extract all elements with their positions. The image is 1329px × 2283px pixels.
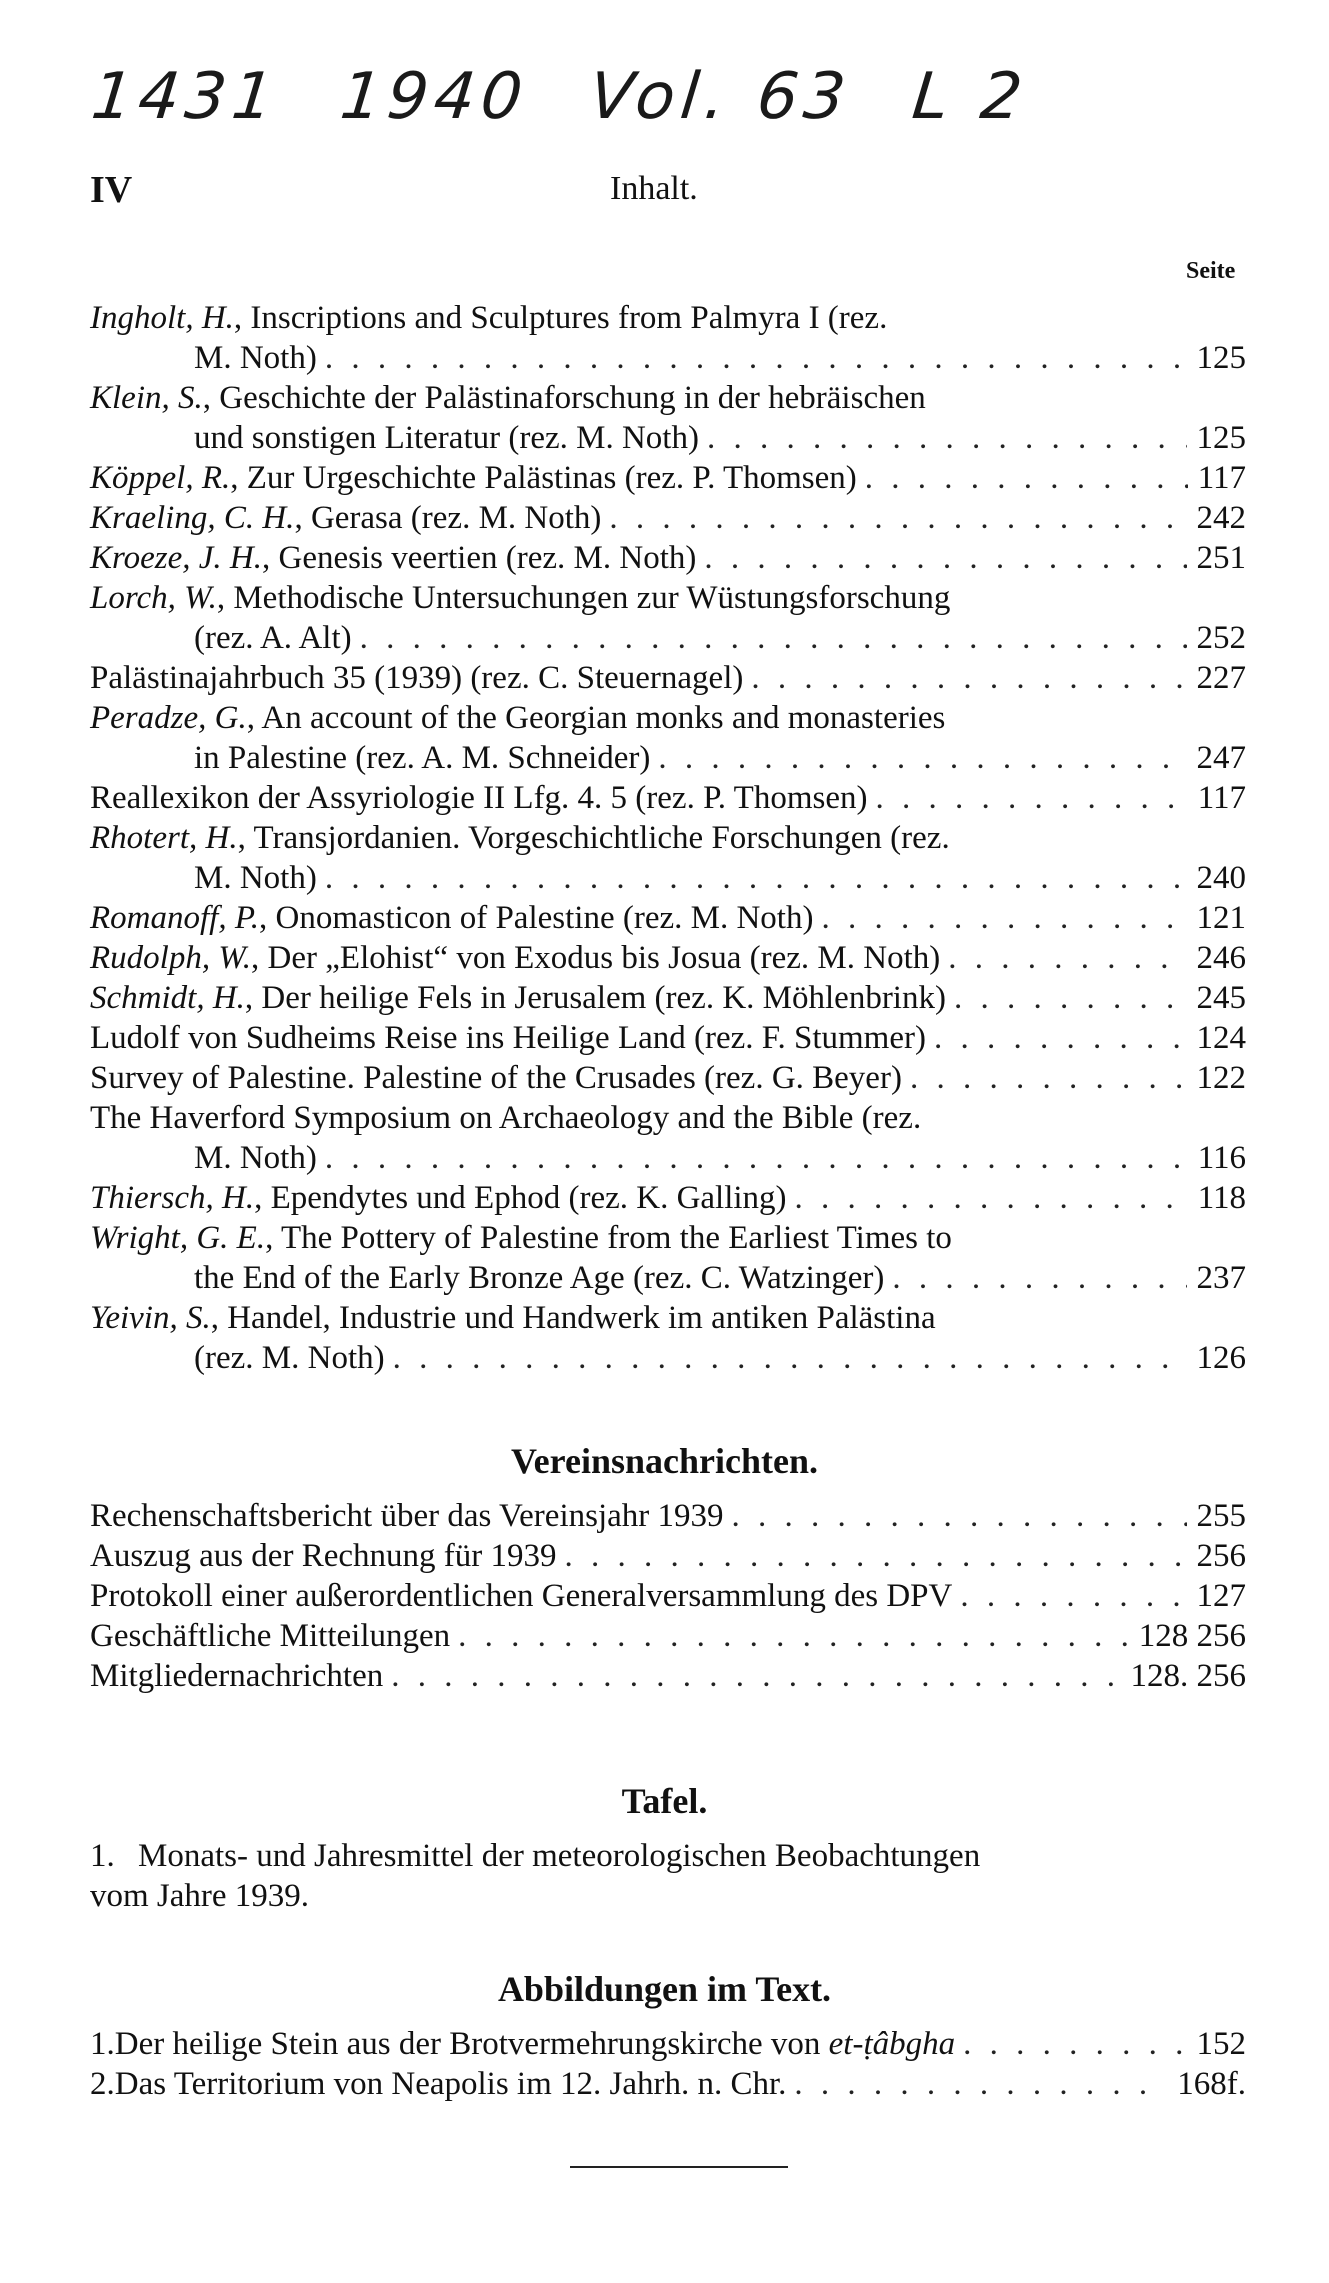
tafel-line <box>90 1836 1190 1876</box>
page-ref: 251 <box>1196 540 1246 576</box>
tafel-list <box>90 1836 1190 1916</box>
handwriting-part: 1940 <box>336 60 532 134</box>
verein-item <box>90 1576 1246 1616</box>
toc-entry <box>90 658 1246 698</box>
toc-text: Ingholt, H., Inscriptions and Sculptures from Palmyra I (rez. <box>90 300 888 336</box>
entry-title: The Pottery of Palestine from the Earliest Times to <box>281 1220 952 1256</box>
toc-line <box>90 538 1246 578</box>
abbildung-title: Der heilige Stein aus der Brotvermehrungskirche von <box>114 2026 821 2062</box>
toc-line <box>90 1138 1246 1178</box>
toc-entry <box>90 1298 1246 1378</box>
page-ref: 127 <box>1196 1578 1246 1614</box>
toc-line <box>90 1018 1246 1058</box>
verein-item <box>90 1616 1246 1656</box>
toc-entry <box>90 298 1246 378</box>
tafel-text: Monats- und Jahresmittel der meteorologischen Beobachtungen <box>138 1838 981 1874</box>
toc-line <box>90 298 1246 338</box>
entry-title: Onomasticon of Palestine (rez. M. Noth) <box>275 900 814 936</box>
page-ref: 125 <box>1196 420 1246 456</box>
toc-text: Rudolph, W., Der „Elohist“ von Exodus bis Josua (rez. M. Noth) <box>90 940 941 976</box>
page-ref: 246 <box>1196 940 1246 976</box>
toc-text <box>194 738 650 778</box>
tafel-text: vom Jahre 1939. <box>90 1878 310 1914</box>
toc-text: Klein, S., Geschichte der Palästinaforschung in der hebräischen <box>90 380 926 416</box>
toc-line <box>90 658 1246 698</box>
entry-title: Genesis veertien (rez. M. Noth) <box>278 540 697 576</box>
toc-line <box>90 458 1246 498</box>
toc-text <box>90 658 743 698</box>
toc-line <box>90 1298 1246 1338</box>
entry-title: (rez. A. Alt) <box>194 620 352 656</box>
seite-column-label: Seite <box>1186 258 1236 284</box>
dot-leader <box>794 2064 1167 2104</box>
page-ref: 118 <box>1197 1180 1246 1216</box>
entry-title: Transjordanien. Vorgeschichtliche Forschungen (rez. <box>253 820 950 856</box>
verein-item-text: Protokoll einer außerordentlichen Generalversammlung des DPV <box>90 1578 953 1614</box>
toc-entry <box>90 378 1246 458</box>
dot-leader <box>732 1496 1187 1536</box>
entry-title: Der „Elohist“ von Exodus bis Josua (rez. M. Noth) <box>267 940 941 976</box>
dot-leader <box>391 1656 1120 1696</box>
handwriting-part: Vol. 63 <box>585 60 855 134</box>
entry-title: Reallexikon der Assyriologie II Lfg. 4. 5 (rez. P. Thomsen) <box>90 780 868 816</box>
toc-text <box>90 1018 926 1058</box>
author-name: Rudolph, W. <box>90 940 252 976</box>
toc-line <box>90 1058 1246 1098</box>
author-name: Kroeze, J. H. <box>90 540 262 576</box>
abbildung-item <box>90 2064 1246 2104</box>
dot-leader <box>325 338 1187 378</box>
author-name: Wright, G. E. <box>90 1220 266 1256</box>
toc-line <box>90 1218 1246 1258</box>
toc-entry <box>90 978 1246 1018</box>
toc-line <box>90 818 1246 858</box>
dot-leader <box>865 458 1188 498</box>
verein-item-text: Rechenschaftsbericht über das Vereinsjahr 1939 <box>90 1498 724 1534</box>
verein-item <box>90 1656 1246 1696</box>
entry-title: Geschichte der Palästinaforschung in der hebräischen <box>219 380 926 416</box>
entry-title: the End of the Early Bronze Age (rez. C. Watzinger) <box>194 1260 885 1296</box>
toc-line <box>90 778 1246 818</box>
toc-entry <box>90 778 1246 818</box>
abbildungen-list <box>90 2024 1246 2104</box>
handwriting-part: L 2 <box>908 60 1032 134</box>
toc-text: Peradze, G., An account of the Georgian monks and monasteries <box>90 700 946 736</box>
item-number: 1. <box>90 2026 115 2062</box>
dot-leader <box>963 2024 1186 2064</box>
toc-text: Thiersch, H., Ependytes und Ephod (rez. K. Galling) <box>90 1180 787 1216</box>
toc-entry <box>90 498 1246 538</box>
author-name: Schmidt, H. <box>90 980 245 1016</box>
tafel-heading: Tafel. <box>621 1781 708 1821</box>
entry-title: Ludolf von Sudheims Reise ins Heilige Land (rez. F. Stummer) <box>90 1020 926 1056</box>
running-title: Inhalt. <box>610 170 698 207</box>
toc-text <box>194 418 699 458</box>
toc-line <box>90 938 1246 978</box>
toc-line <box>90 338 1246 378</box>
closing-rule <box>570 2166 788 2168</box>
handwriting-part: 1431 <box>88 60 283 134</box>
dot-leader <box>325 1138 1188 1178</box>
page-ref: 242 <box>1196 500 1246 536</box>
toc-text: Lorch, W., Methodische Untersuchungen zur Wüstungsforschung <box>90 580 951 616</box>
toc-line <box>90 578 1246 618</box>
item-number: 1. <box>90 1838 115 1874</box>
dot-leader <box>704 538 1186 578</box>
toc-entry <box>90 1098 1246 1178</box>
toc-line <box>90 418 1246 458</box>
toc-text <box>90 1058 902 1098</box>
page-ref: 116 <box>1197 1140 1246 1176</box>
dot-leader <box>910 1058 1187 1098</box>
toc-line <box>90 978 1246 1018</box>
dot-leader <box>892 1258 1186 1298</box>
toc-line <box>90 1338 1246 1378</box>
dot-leader <box>751 658 1186 698</box>
page-ref: 117 <box>1197 780 1246 816</box>
dot-leader <box>960 1576 1186 1616</box>
review-entries-list <box>90 298 1246 1378</box>
entry-title: Zur Urgeschichte Palästinas (rez. P. Thomsen) <box>246 460 857 496</box>
toc-text: Rhotert, H., Transjordanien. Vorgeschichtliche Forschungen (rez. <box>90 820 950 856</box>
author-name: Köppel, R. <box>90 460 231 496</box>
vereinsnachrichten-list <box>90 1496 1246 1696</box>
handwritten-annotation <box>88 60 1096 134</box>
author-name: Peradze, G. <box>90 700 247 736</box>
toc-text <box>194 338 317 378</box>
toc-text: Wright, G. E., The Pottery of Palestine from the Earliest Times to <box>90 1220 952 1256</box>
entry-title: Der heilige Fels in Jerusalem (rez. K. Möhlenbrink) <box>261 980 946 1016</box>
toc-text: Yeivin, S., Handel, Industrie und Handwerk im antiken Palästina <box>90 1300 936 1336</box>
author-name: Yeivin, S. <box>90 1300 211 1336</box>
page-ref: 152 <box>1196 2026 1246 2062</box>
entry-title: Gerasa (rez. M. Noth) <box>310 500 602 536</box>
toc-line <box>90 898 1246 938</box>
entry-title: The Haverford Symposium on Archaeology and the Bible (rez. <box>90 1100 922 1136</box>
tafel-line <box>90 1876 1190 1916</box>
page-ref: 126 <box>1196 1340 1246 1376</box>
toc-line <box>90 698 1246 738</box>
toc-line <box>90 498 1246 538</box>
entry-title: M. Noth) <box>194 1140 317 1176</box>
dot-leader <box>393 1338 1187 1378</box>
dot-leader <box>707 418 1187 458</box>
abbildung-text <box>115 2064 787 2104</box>
verein-item-text: Auszug aus der Rechnung für 1939 <box>90 1538 557 1574</box>
toc-entry <box>90 538 1246 578</box>
toc-text <box>194 1138 317 1178</box>
entry-title: M. Noth) <box>194 860 317 896</box>
page-ref: 256 <box>1196 1538 1246 1574</box>
entry-title: (rez. M. Noth) <box>194 1340 385 1376</box>
dot-leader <box>934 1018 1187 1058</box>
page-ref: 124 <box>1196 1020 1246 1056</box>
toc-line <box>90 738 1246 778</box>
vereinsnachrichten-heading: Vereinsnachrichten. <box>510 1441 818 1481</box>
author-name: Ingholt, H. <box>90 300 234 336</box>
dot-leader <box>948 938 1186 978</box>
verein-item-text: Geschäftliche Mitteilungen <box>90 1618 451 1654</box>
author-name: Rhotert, H. <box>90 820 238 856</box>
dot-leader <box>821 898 1186 938</box>
toc-line <box>90 1098 1246 1138</box>
author-name: Thiersch, H. <box>90 1180 255 1216</box>
toc-entry <box>90 698 1246 778</box>
toc-text <box>194 618 352 658</box>
toc-text: Kraeling, C. H., Gerasa (rez. M. Noth) <box>90 500 602 536</box>
page-number: IV <box>90 169 133 211</box>
page-ref: 240 <box>1196 860 1246 896</box>
entry-title: und sonstigen Literatur (rez. M. Noth) <box>194 420 699 456</box>
dot-leader <box>795 1178 1188 1218</box>
toc-text <box>194 1338 385 1378</box>
page-ref: 128. 256 <box>1130 1658 1246 1694</box>
toc-entry <box>90 578 1246 658</box>
author-name: Klein, S. <box>90 380 203 416</box>
page-ref: 121 <box>1196 900 1246 936</box>
toc-text <box>194 1258 884 1298</box>
toc-text <box>90 778 867 818</box>
page-ref: 247 <box>1196 740 1246 776</box>
abbildung-item <box>90 2024 1246 2064</box>
entry-title: Survey of Palestine. Palestine of the Crusades (rez. G. Beyer) <box>90 1060 902 1096</box>
toc-text: Romanoff, P., Onomasticon of Palestine (rez. M. Noth) <box>90 900 814 936</box>
page-ref: 255 <box>1196 1498 1246 1534</box>
verein-item-text: Mitgliedernachrichten <box>90 1658 384 1694</box>
entry-title: Handel, Industrie und Handwerk im antiken Palästina <box>227 1300 936 1336</box>
page-ref: 168f. <box>1177 2066 1246 2102</box>
page-ref: 128 256 <box>1138 1618 1246 1654</box>
page-ref: 252 <box>1196 620 1246 656</box>
item-number: 2. <box>90 2066 115 2102</box>
author-name: Kraeling, C. H. <box>90 500 295 536</box>
toc-line <box>90 378 1246 418</box>
entry-title: Ependytes und Ephod (rez. K. Galling) <box>270 1180 787 1216</box>
toc-text: Schmidt, H., Der heilige Fels in Jerusalem (rez. K. Möhlenbrink) <box>90 980 946 1016</box>
toc-entry <box>90 458 1246 498</box>
verein-item <box>90 1536 1246 1576</box>
toc-entry <box>90 1018 1246 1058</box>
entry-title: An account of the Georgian monks and monasteries <box>261 700 946 736</box>
verein-item <box>90 1496 1246 1536</box>
dot-leader <box>325 858 1187 898</box>
toc-text: Köppel, R., Zur Urgeschichte Palästinas (rez. P. Thomsen) <box>90 460 857 496</box>
dot-leader <box>875 778 1187 818</box>
toc-line <box>90 618 1246 658</box>
page-ref: 227 <box>1196 660 1246 696</box>
dot-leader <box>658 738 1186 778</box>
toc-line <box>90 1258 1246 1298</box>
place-name: et-ṭâbgha <box>828 2026 956 2062</box>
dot-leader <box>564 1536 1186 1576</box>
page-ref: 122 <box>1196 1060 1246 1096</box>
toc-entry <box>90 898 1246 938</box>
toc-text: Kroeze, J. H., Genesis veertien (rez. M. Noth) <box>90 540 697 576</box>
toc-entry <box>90 1218 1246 1298</box>
abbildung-text <box>115 2024 955 2064</box>
entry-title: Inscriptions and Sculptures from Palmyra I (rez. <box>250 300 888 336</box>
dot-leader <box>954 978 1187 1018</box>
toc-text <box>194 858 317 898</box>
entry-title: Methodische Untersuchungen zur Wüstungsforschung <box>233 580 951 616</box>
toc-entry <box>90 818 1246 898</box>
dot-leader <box>360 618 1187 658</box>
entry-title: in Palestine (rez. A. M. Schneider) <box>194 740 651 776</box>
toc-text <box>90 1098 921 1138</box>
entry-title: M. Noth) <box>194 340 317 376</box>
toc-entry <box>90 1058 1246 1098</box>
author-name: Lorch, W. <box>90 580 217 616</box>
dot-leader <box>609 498 1186 538</box>
toc-line <box>90 1178 1246 1218</box>
page-ref: 125 <box>1196 340 1246 376</box>
toc-line <box>90 858 1246 898</box>
dot-leader <box>458 1616 1129 1656</box>
page-ref: 117 <box>1197 460 1246 496</box>
abbildungen-heading: Abbildungen im Text. <box>497 1969 832 2009</box>
entry-title: Palästinajahrbuch 35 (1939) (rez. C. Steuernagel) <box>90 660 744 696</box>
toc-entry <box>90 938 1246 978</box>
author-name: Romanoff, P. <box>90 900 259 936</box>
page-ref: 245 <box>1196 980 1246 1016</box>
page-ref: 237 <box>1196 1260 1246 1296</box>
abbildung-title: Das Territorium von Neapolis im 12. Jahrh. n. Chr. <box>114 2066 787 2102</box>
toc-entry <box>90 1178 1246 1218</box>
